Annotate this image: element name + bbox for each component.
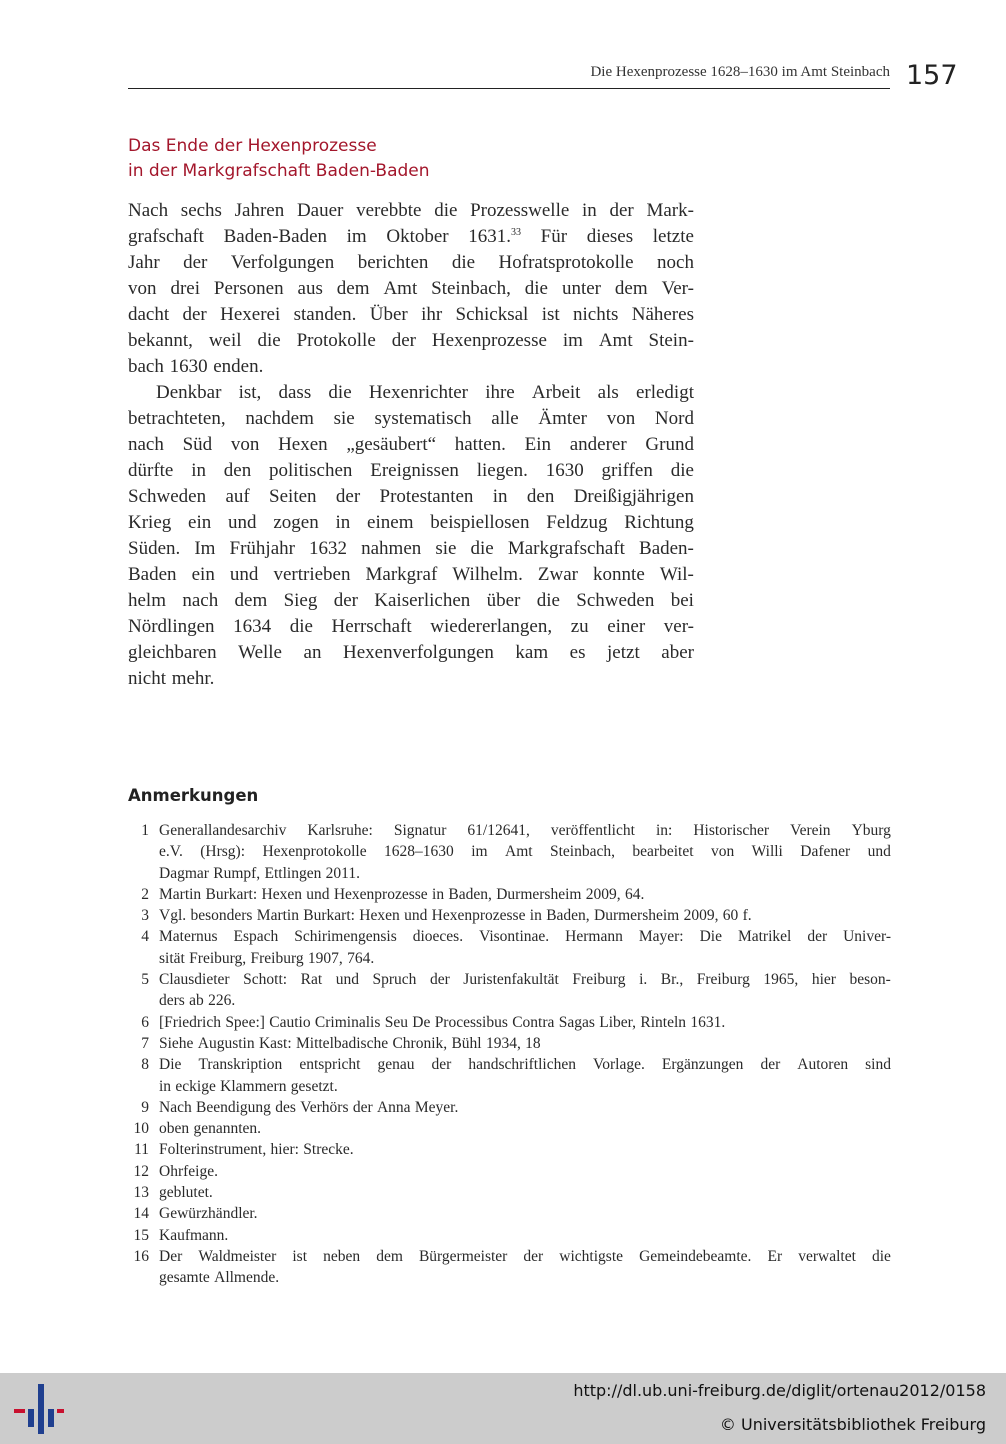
note-number: 7 xyxy=(141,1034,149,1052)
note-text xyxy=(159,1161,891,1182)
note-number: 2 xyxy=(141,885,149,903)
notes-list xyxy=(128,820,891,1289)
note-text xyxy=(159,1225,891,1246)
note-line: Der Waldmeister ist neben dem Bürgermeister der wichtigste Gemeindebeamte. Er verwaltet die xyxy=(159,1247,891,1265)
note-number: 4 xyxy=(141,928,149,946)
body-text xyxy=(128,198,694,692)
note-line: Martin Burkart: Hexen und Hexenprozesse in Baden, Durmersheim 2009, 64. xyxy=(159,885,645,903)
note-text xyxy=(159,905,891,926)
note-line: Nach Beendigung des Verhörs der Anna Meyer. xyxy=(159,1098,459,1116)
note-text xyxy=(159,1097,891,1118)
body-line: dacht der Hexerei standen. Über ihr Schicksal ist nichts Näheres xyxy=(128,304,694,325)
header-rule xyxy=(128,88,890,89)
note-number: 8 xyxy=(141,1056,149,1074)
note-text xyxy=(159,1203,891,1224)
note-item xyxy=(128,884,891,905)
note-number: 14 xyxy=(133,1205,149,1223)
page-number: 157 xyxy=(906,60,958,91)
note-item xyxy=(128,1097,891,1118)
note-line: Vgl. besonders Martin Burkart: Hexen und Hexenprozesse in Baden, Durmersheim 2009, 60 f. xyxy=(159,907,752,925)
body-line: betrachteten, nachdem sie systematisch alle Ämter von Nord xyxy=(128,408,694,429)
note-text xyxy=(159,1033,891,1054)
note-text xyxy=(159,969,891,1012)
note-item xyxy=(128,820,891,884)
note-number: 16 xyxy=(133,1247,149,1265)
note-item xyxy=(128,905,891,926)
body-line: grafschaft Baden-Baden im Oktober 1631.33 Für dieses letzte xyxy=(128,226,694,247)
note-text xyxy=(159,926,891,969)
note-item xyxy=(128,1246,891,1289)
note-line: e.V. (Hrsg): Hexenprotokolle 1628–1630 im Amt Steinbach, bearbeitet von Willi Dafener und xyxy=(159,843,891,861)
note-line: Generallandesarchiv Karlsruhe: Signatur 61/12641, veröffentlicht in: Historischer Verein Yburg xyxy=(159,822,891,839)
note-line: Maternus Espach Schirimengensis dioeces. Visontinae. Hermann Mayer: Die Matrikel der Univer- xyxy=(159,928,891,946)
note-number: 10 xyxy=(133,1120,149,1138)
note-line: Dagmar Rumpf, Ettlingen 2011. xyxy=(159,864,360,882)
footnote-ref[interactable]: 33 xyxy=(511,227,522,238)
body-line: Jahr der Verfolgungen berichten die Hofratsprotokolle noch xyxy=(128,252,694,273)
note-item xyxy=(128,926,891,969)
note-number: 6 xyxy=(141,1013,149,1031)
body-line: helm nach dem Sieg der Kaiserlichen über die Schweden bei xyxy=(128,590,694,611)
note-line: Gewürzhändler. xyxy=(159,1205,258,1223)
body-line: bach 1630 enden. xyxy=(128,356,264,377)
body-line: dürfte in den politischen Ereignissen liegen. 1630 griffen die xyxy=(128,460,694,481)
footer-url[interactable]: http://dl.ub.uni-freiburg.de/diglit/ortenau2012/0158 xyxy=(573,1381,986,1400)
body-line: nicht mehr. xyxy=(128,668,215,689)
note-item xyxy=(128,1033,891,1054)
note-item xyxy=(128,1139,891,1160)
note-item xyxy=(128,1161,891,1182)
note-item xyxy=(128,1203,891,1224)
note-item xyxy=(128,1012,891,1033)
note-line: Siehe Augustin Kast: Mittelbadische Chronik, Bühl 1934, 18 xyxy=(159,1034,541,1052)
note-line: Folterinstrument, hier: Strecke. xyxy=(159,1141,354,1159)
body-line: Nach sechs Jahren Dauer verebbte die Prozesswelle in der Mark- xyxy=(128,200,694,221)
footer-copyright: © Universitätsbibliothek Freiburg xyxy=(719,1415,986,1434)
body-line: gleichbaren Welle an Hexenverfolgungen kam es jetzt aber xyxy=(128,642,694,663)
note-text xyxy=(159,1182,891,1203)
note-item xyxy=(128,1182,891,1203)
note-text xyxy=(159,1012,891,1033)
note-line: [Friedrich Spee:] Cautio Criminalis Seu De Processibus Contra Sagas Liber, Rinteln 1631. xyxy=(159,1013,726,1031)
note-line: in eckige Klammern gesetzt. xyxy=(159,1077,338,1095)
section-heading-line: in der Markgrafschaft Baden-Baden xyxy=(128,161,430,181)
body-line: bekannt, weil die Protokolle der Hexenprozesse im Amt Stein- xyxy=(128,330,694,351)
note-number: 11 xyxy=(134,1141,149,1159)
body-line: von drei Personen aus dem Amt Steinbach, die unter dem Ver- xyxy=(128,278,694,299)
note-number: 9 xyxy=(141,1098,149,1116)
running-header: Die Hexenprozesse 1628–1630 im Amt Steinbach xyxy=(590,64,890,80)
body-line: Nördlingen 1634 die Herrschaft wiedererlangen, zu einer ver- xyxy=(128,616,694,637)
note-number: 12 xyxy=(133,1162,149,1180)
note-number: 3 xyxy=(141,907,149,925)
note-line: gesamte Allmende. xyxy=(159,1269,280,1287)
body-line: nach Süd von Hexen „gesäubert“ hatten. Ein anderer Grund xyxy=(128,434,694,455)
note-line: sität Freiburg, Freiburg 1907, 764. xyxy=(159,949,375,967)
note-item xyxy=(128,1225,891,1246)
note-text xyxy=(159,820,891,884)
body-line: Schweden auf Seiten der Protestanten in den Dreißigjährigen xyxy=(128,486,694,507)
note-line: Clausdieter Schott: Rat und Spruch der Juristenfakultät Freiburg i. Br., Freiburg 1965, hier beson- xyxy=(159,971,891,989)
note-number: 1 xyxy=(141,822,149,839)
note-item xyxy=(128,969,891,1012)
notes-heading: Anmerkungen xyxy=(128,786,259,805)
note-line: oben genannten. xyxy=(159,1120,262,1138)
note-item xyxy=(128,1054,891,1097)
note-item xyxy=(128,1118,891,1139)
body-line: Denkbar ist, dass die Hexenrichter ihre Arbeit als erledigt xyxy=(156,382,694,403)
body-line: Süden. Im Frühjahr 1632 nahmen sie die Markgrafschaft Baden- xyxy=(128,538,694,559)
ub-freiburg-logo-icon[interactable] xyxy=(14,1384,64,1434)
note-text xyxy=(159,1139,891,1160)
note-number: 13 xyxy=(133,1184,149,1202)
section-heading-line: Das Ende der Hexenprozesse xyxy=(128,136,377,156)
note-line: Die Transkription entspricht genau der handschriftlichen Vorlage. Ergänzungen der Autoren sind xyxy=(159,1056,891,1074)
note-text xyxy=(159,1118,891,1139)
note-line: geblutet. xyxy=(159,1184,213,1202)
note-text xyxy=(159,1054,891,1097)
note-line: Kaufmann. xyxy=(159,1226,229,1244)
note-number: 5 xyxy=(141,971,149,989)
section-heading xyxy=(128,134,728,184)
note-number: 15 xyxy=(133,1226,149,1244)
note-text xyxy=(159,1246,891,1289)
note-line: Ohrfeige. xyxy=(159,1162,218,1180)
body-line: Krieg ein und zogen in einem beispiellosen Feldzug Richtung xyxy=(128,512,694,533)
note-line: ders ab 226. xyxy=(159,992,236,1010)
body-line: Baden ein und vertrieben Markgraf Wilhelm. Zwar konnte Wil- xyxy=(128,564,694,585)
note-text xyxy=(159,884,891,905)
